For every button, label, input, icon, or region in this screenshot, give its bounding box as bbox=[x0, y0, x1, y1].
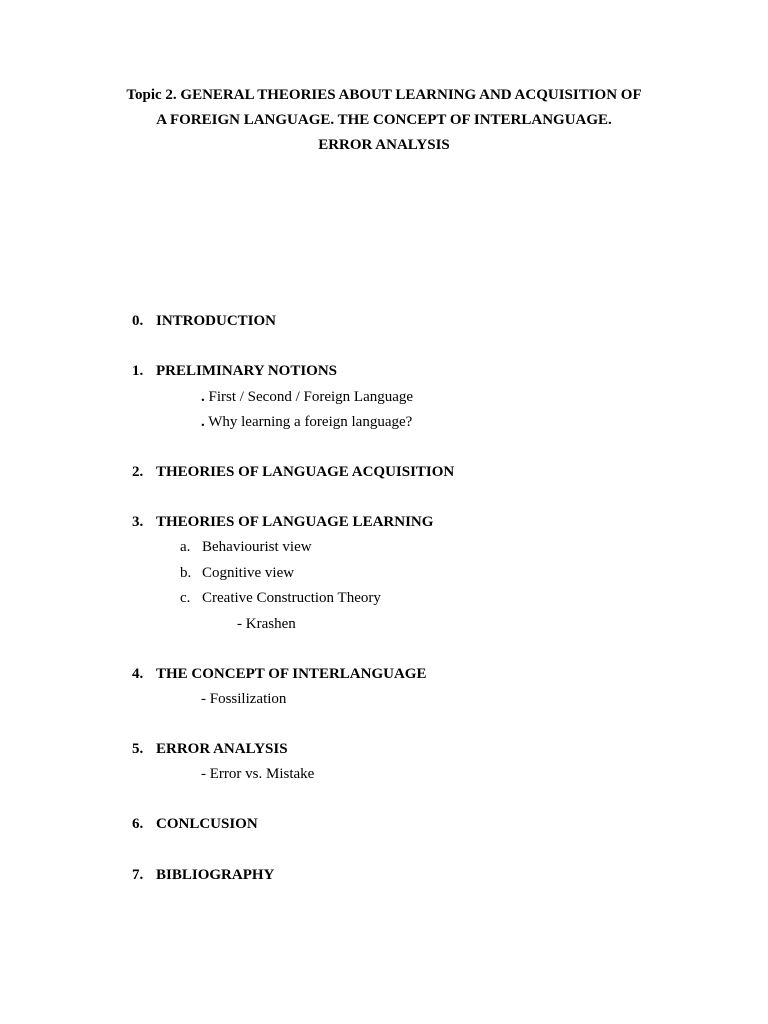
section-number: 7. bbox=[132, 867, 144, 883]
section-number: 0. bbox=[132, 313, 144, 329]
list-item bbox=[180, 538, 312, 556]
section-heading: ERROR ANALYSIS bbox=[156, 741, 288, 757]
section-conclusion bbox=[132, 815, 258, 833]
section-number: 1. bbox=[132, 363, 144, 379]
list-item bbox=[201, 413, 412, 431]
title-line-1: Topic 2. GENERAL THEORIES ABOUT LEARNING AND ACQUISITION OF bbox=[126, 87, 642, 103]
section-heading: INTRODUCTION bbox=[156, 313, 277, 329]
section-heading: BIBLIOGRAPHY bbox=[156, 867, 275, 883]
title-line-2: A FOREIGN LANGUAGE. THE CONCEPT OF INTERLANGUAGE. bbox=[156, 112, 612, 128]
list-item-letter: a. bbox=[180, 539, 191, 555]
section-number: 6. bbox=[132, 816, 144, 832]
list-item bbox=[201, 388, 413, 406]
section-heading: THE CONCEPT OF INTERLANGUAGE bbox=[156, 666, 427, 682]
section-bibliography bbox=[132, 866, 274, 884]
list-item-text: Behaviourist view bbox=[202, 539, 312, 555]
section-number: 2. bbox=[132, 464, 144, 480]
list-item bbox=[180, 589, 381, 607]
list-item-text: Why learning a foreign language? bbox=[204, 414, 413, 430]
list-item-text: Cognitive view bbox=[202, 565, 295, 581]
list-subitem: - Krashen bbox=[237, 616, 296, 632]
section-introduction bbox=[132, 312, 276, 330]
section-language-learning bbox=[132, 513, 433, 531]
list-item-letter: c. bbox=[180, 590, 191, 606]
list-item-text: Creative Construction Theory bbox=[202, 590, 381, 606]
bullet-dot: . bbox=[201, 389, 205, 405]
section-number: 4. bbox=[132, 666, 144, 682]
list-item bbox=[180, 564, 294, 582]
section-preliminary-notions bbox=[132, 362, 337, 380]
section-interlanguage bbox=[132, 665, 426, 683]
section-number: 5. bbox=[132, 741, 144, 757]
list-item: - Fossilization bbox=[201, 691, 287, 707]
section-number: 3. bbox=[132, 514, 144, 530]
list-item: - Error vs. Mistake bbox=[201, 766, 315, 782]
section-error-analysis bbox=[132, 740, 288, 758]
section-heading: THEORIES OF LANGUAGE LEARNING bbox=[156, 514, 434, 530]
list-item-letter: b. bbox=[180, 565, 192, 581]
bullet-dot: . bbox=[201, 414, 205, 430]
list-item-text: First / Second / Foreign Language bbox=[204, 389, 414, 405]
section-language-acquisition bbox=[132, 463, 454, 481]
title-line-3: ERROR ANALYSIS bbox=[318, 137, 450, 153]
section-heading: PRELIMINARY NOTIONS bbox=[156, 363, 338, 379]
section-heading: CONLCUSION bbox=[156, 816, 258, 832]
section-heading: THEORIES OF LANGUAGE ACQUISITION bbox=[156, 464, 455, 480]
